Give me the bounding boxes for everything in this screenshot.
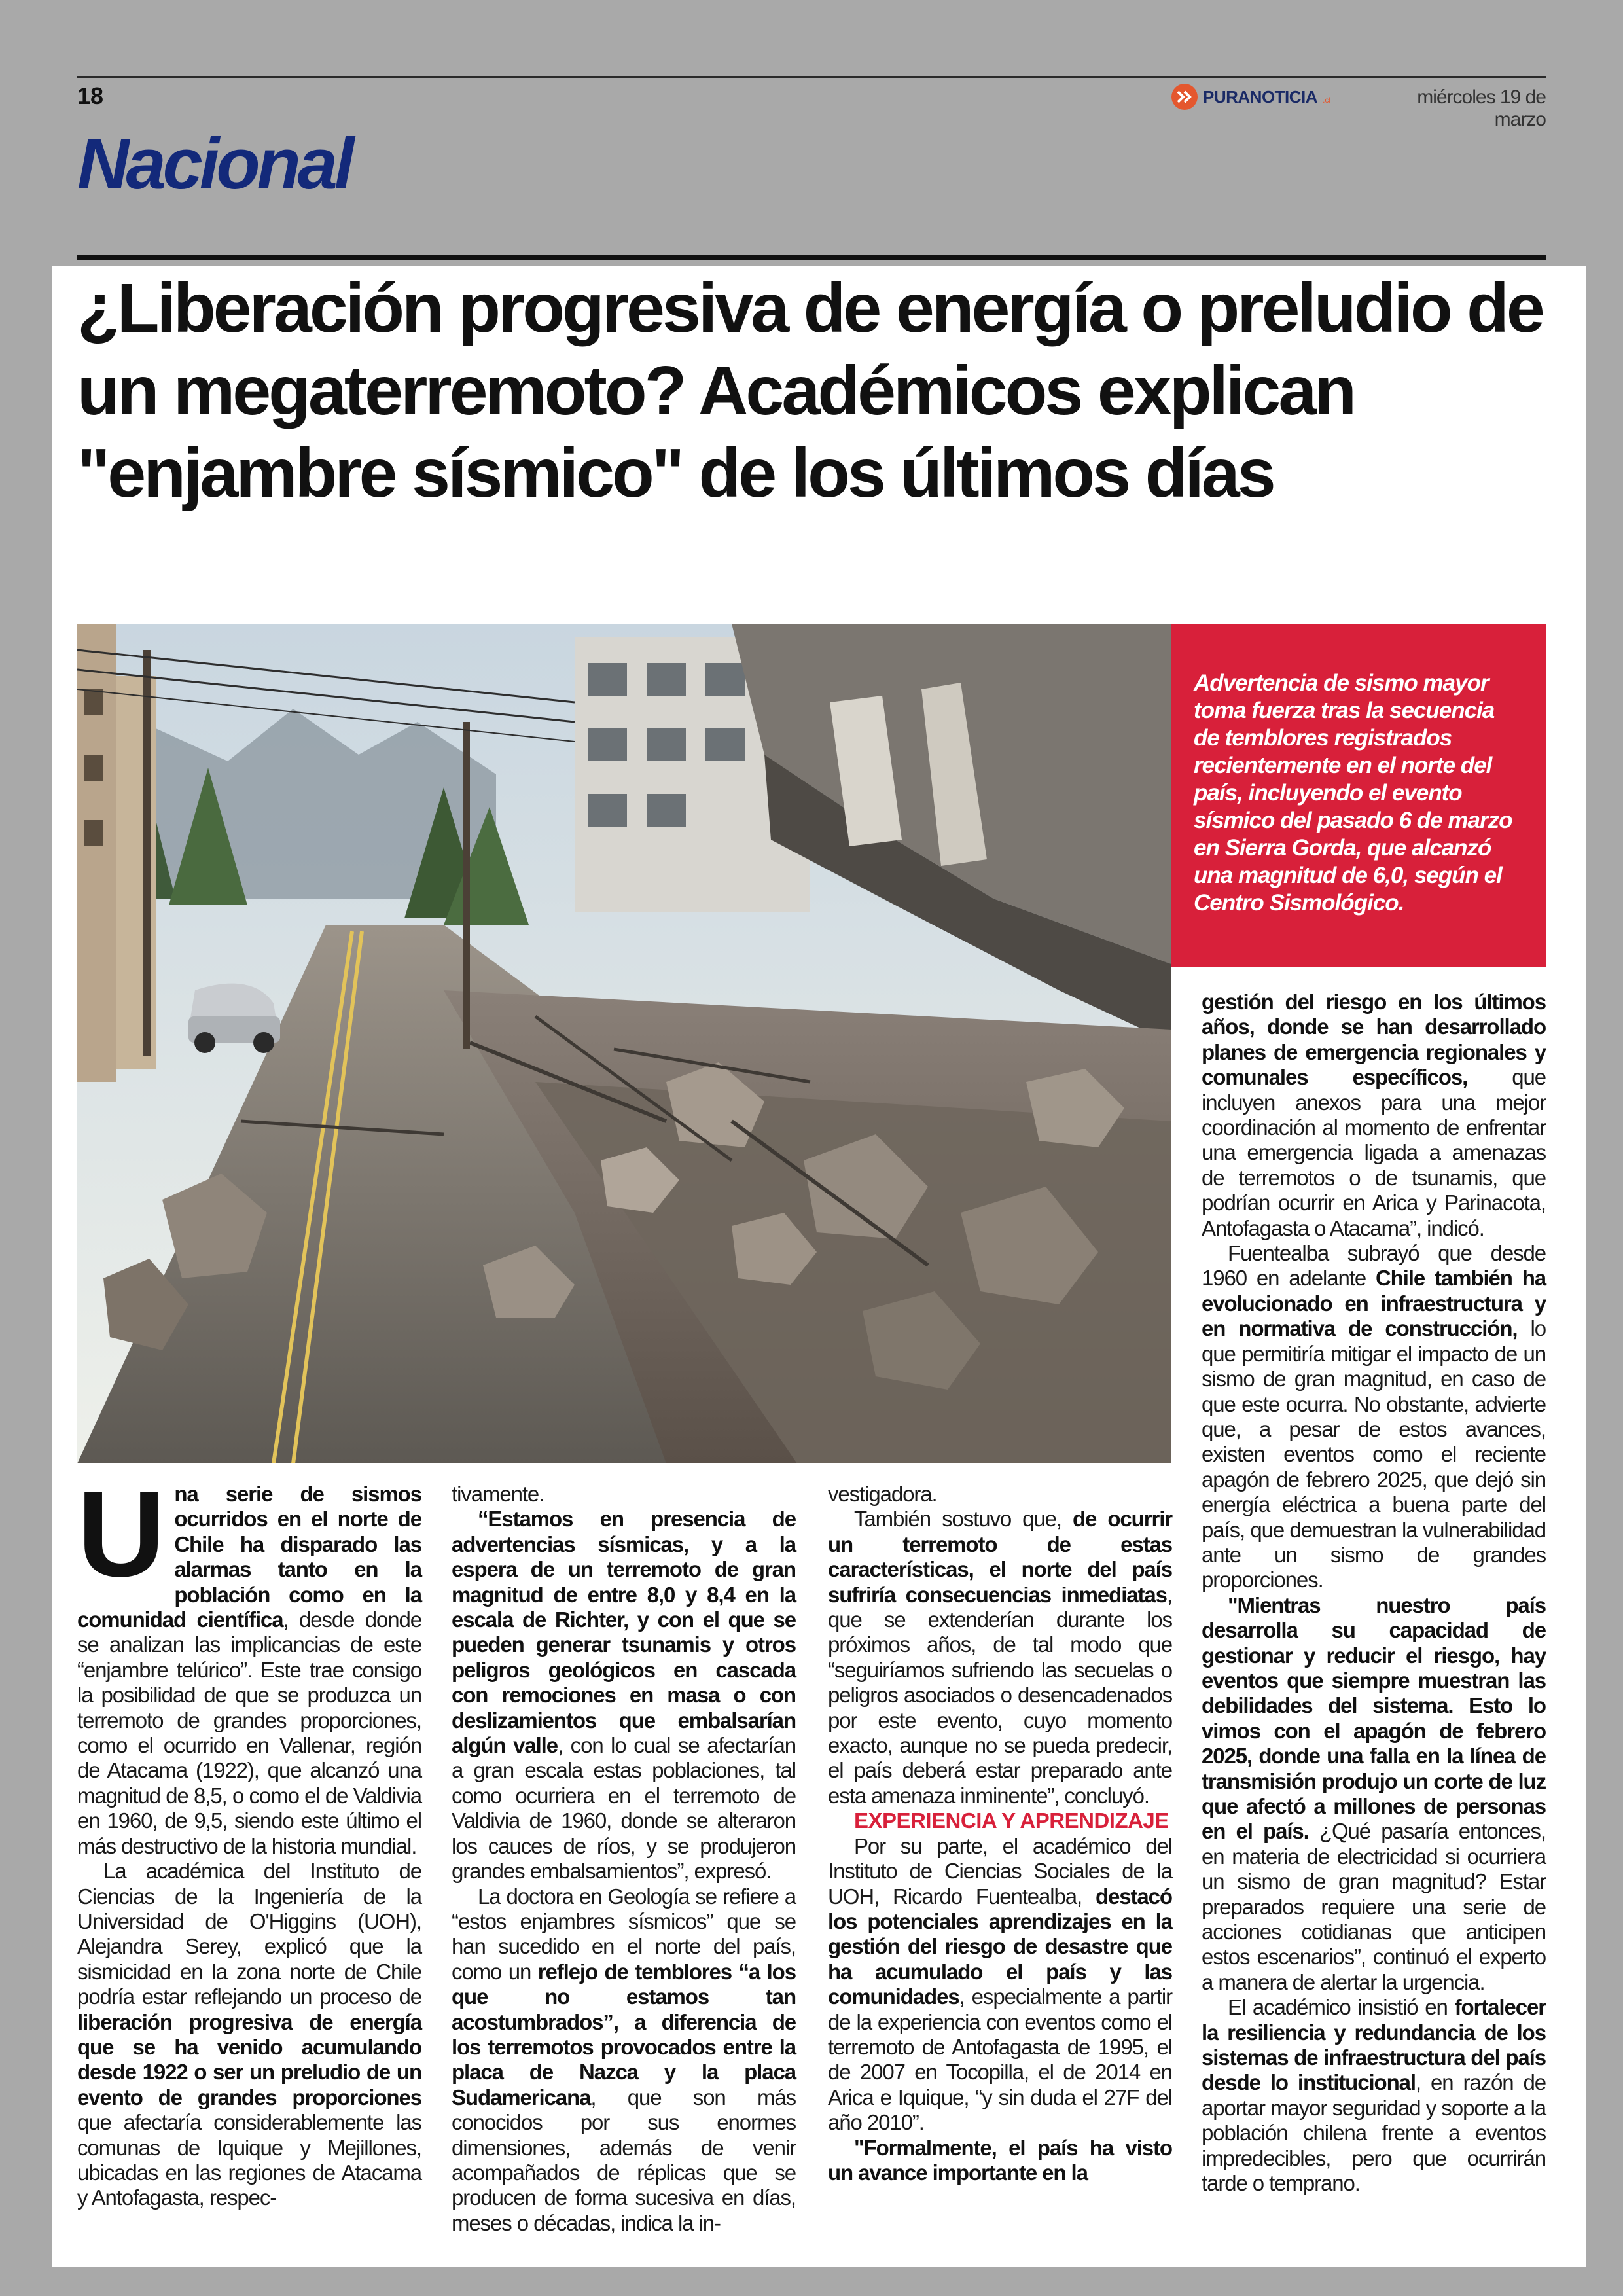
bold-text: destacó los potenciales aprendizajes en la gestión del riesgo de desastre que ha acumulado el país y las comunidades: [828, 1884, 1172, 2009]
article-column-2: [452, 1482, 796, 2236]
bold-quote: "Mientras nuestro país desarrolla su capacidad de gestionar y reducir el riesgo, hay eventos que siempre muestran las debilidades del sistema. Esto lo vimos con el apagón de febrero 2025, donde una falla en la línea de transmisión produjo un corte de luz que afectó a millones de personas en el país.: [1202, 1592, 1546, 1844]
page-number: 18: [77, 82, 104, 109]
bold-text: reflejo de temblores “a los que no estamos tan acostumbrados”, a diferencia de los terremotos provocados entre la placa de Nazca y la placa Sudamericana: [452, 1959, 796, 2109]
paragraph: [1202, 1241, 1546, 1593]
paragraph: [1202, 990, 1546, 1241]
drop-cap: U: [77, 1467, 166, 1602]
subheading: EXPERIENCIA Y APRENDIZAJE: [854, 1808, 1169, 1833]
paragraph-text: , que son más conocidos por sus enormes dimensiones, además de venir acompañados de réplicas que se producen de forma sucesiva en días, meses o décadas, indica la in-: [452, 2085, 796, 2235]
paragraph-text: que afectaría considerablemente las comunas de Iquique y Mejillones, ubicadas en las regiones de Atacama y Antofagasta, respec-: [77, 2110, 421, 2210]
bold-text: gestión del riesgo en los últimos años, donde se han desarrollado planes de emergencia regionales y comunales específicos,: [1202, 990, 1546, 1090]
callout-text: Advertencia de sismo mayor toma fuerza tras la secuencia de temblores registrados recientemente en el norte del país, incluyendo el evento sísmico del pasado 6 de marzo en Sierra Gorda, que alcanzó una magnitud de 6,0, según el Centro Sismológico.: [1194, 670, 1512, 916]
bold-text: de ocurrir un terremoto de estas características, el norte del país sufriría consecuencias inmediatas: [828, 1507, 1173, 1607]
paragraph: [828, 1482, 1172, 1507]
bold-text: Chile también ha evolucionado en infraestructura y en normativa de construcción,: [1202, 1266, 1546, 1341]
paragraph: [452, 1884, 796, 2236]
paragraph-text: que incluyen anexos para una mejor coordinación al momento de enfrentar una emergencia ligada a amenazas de terremotos o de tsunamis, que podrían ocurrir en Arica y Parinacota, Antofagasta o Atacama”, indicó.: [1202, 1065, 1546, 1240]
brand-name: PURANOTICIA: [1203, 86, 1318, 107]
paragraph-text: , con lo cual se afectarían a gran escala estas poblaciones, tal como ocurriera en el terremoto de Valdivia de 1960, donde se alteraron los cauces de ríos, y se produjeron grandes embalsamientos”, expresó.: [452, 1733, 796, 1884]
double-chevron-icon: [1171, 84, 1198, 110]
section-title: Nacional: [77, 124, 351, 204]
paragraph-text: Fuentealba subrayó que desde 1960 en adelante: [1202, 1241, 1546, 1291]
paragraph-text: , especialmente a partir de la experiencia con eventos como el terremoto de Antofagasta de 1995, el de 2007 en Tocopilla, el de 2014 en Arica e Iquique, “y sin duda el 27F del año 2010”.: [828, 1984, 1172, 2135]
article-photo: [77, 624, 1171, 1463]
bold-quote: "Formalmente, el país ha visto un avance importante en la: [828, 2135, 1172, 2185]
paragraph: [1202, 1995, 1546, 2196]
paragraph-text: , desde donde se analizan las implicancias de este “enjambre telúrico”. Este trae consigo la posibilidad de que se produzca un terremoto de grandes proporciones, como el ocurrido en Vallenar, región de Atacama (1922), que alcanzó una magnitud de 8,5, o como el de Valdivia en 1960, de 9,5, siendo este último el más destructivo de la historia mundial.: [77, 1607, 421, 1858]
paragraph-text: También sostuvo que,: [854, 1507, 1073, 1532]
bold-quote: “Estamos en presencia de advertencias sísmicas, y a la espera de un terremoto de gran magnitud de entre 8,0 y 8,4 en la escala de Richter, y con el que se pueden generar tsunamis y otros peligros geológicos en cascada con remociones en masa o con deslizamientos que embalsarían algún valle: [452, 1507, 796, 1758]
article-column-3: [828, 1482, 1172, 2185]
bold-text: liberación progresiva de energía que se ha venido acumulando desde 1922 o ser un preludio de un evento de grandes proporciones: [77, 2009, 421, 2109]
paragraph-text: vestigadora.: [828, 1482, 937, 1506]
paragraph: [1202, 1593, 1546, 1996]
paragraph: [828, 1834, 1172, 2136]
paragraph-text: La doctora en Geología se refiere a “estos enjambres sísmicos” que se han sucedido en el norte del país, como un: [452, 1884, 796, 1984]
paragraph-text: Por su parte, el académico del Instituto de Ciencias Sociales de la UOH, Ricardo Fuentealba,: [828, 1833, 1172, 1909]
header-rule: [77, 76, 1546, 78]
paragraph: [828, 1507, 1172, 1808]
paragraph-text: ¿Qué pasaría entonces, en materia de electricidad si ocurriera un sismo de gran magnitud? Estar preparados requiere una serie de acciones cotidianas que anticipen estos escenarios”, continuó el experto a manera de alertar la urgencia.: [1202, 1819, 1546, 1994]
paragraph-text: tivamente.: [452, 1482, 544, 1506]
article-column-1: [77, 1467, 421, 2211]
paragraph-text: La académica del Instituto de Ciencias de la Ingeniería de la Universidad de O'Higgins (UOH), Alejandra Serey, explicó que la sismicidad en la zona norte de Chile podría estar reflejando un proceso de: [77, 1859, 421, 2009]
page-date: miércoles 19 de marzo: [1417, 86, 1546, 130]
brand-suffix: .cl: [1323, 96, 1331, 105]
paragraph: [828, 2136, 1172, 2186]
callout-box: [1171, 624, 1546, 967]
paragraph: [452, 1507, 796, 1884]
paragraph: [452, 1482, 796, 1507]
article-headline: ¿Liberación progresiva de energía o preludio de un megaterremoto? Académicos explican "enjambre sísmico" de los últimos días: [77, 270, 1543, 512]
bold-lead: na serie de sismos ocurridos en el norte de Chile ha disparado las alarmas tanto en la población como en la comunidad científica: [77, 1482, 421, 1632]
earthquake-scene-illustration: [77, 624, 1171, 1463]
paragraph-text: , que se extenderían durante los próximos años, de tal modo que “seguiríamos sufriendo las secuelas o peligros asociados o desencadenados por este evento, cuyo momento exacto, aunque no se pueda predecir, el país deberá estar preparado ante esta amenaza inminente”, concluyó.: [828, 1582, 1172, 1808]
section-rule: [77, 255, 1546, 260]
paragraph-text: lo que permitiría mitigar el impacto de un sismo de gran magnitud, en caso de que este ocurra. No obstante, advierte que, a pesar de estos avances, existen eventos como el reciente apagón de febrero 2025, que dejó sin energía eléctrica a buena parte del país, que demuestran la vulnerabilidad ante un sismo de grandes proporciones.: [1202, 1316, 1546, 1592]
paragraph-text: El académico insistió en: [1228, 1995, 1455, 2020]
paragraph-text: , en razón de aportar mayor seguridad y soporte a la población chilena frente a eventos impredecibles, pero que ocurrirán tarde o temprano.: [1202, 2070, 1546, 2196]
paragraph: [77, 1859, 421, 2211]
bold-text: fortalecer la resiliencia y redundancia de los sistemas de infraestructura del país desde lo institucional: [1202, 1995, 1546, 2095]
article-column-4: [1202, 990, 1546, 2197]
brand-logo[interactable]: [1171, 84, 1330, 110]
